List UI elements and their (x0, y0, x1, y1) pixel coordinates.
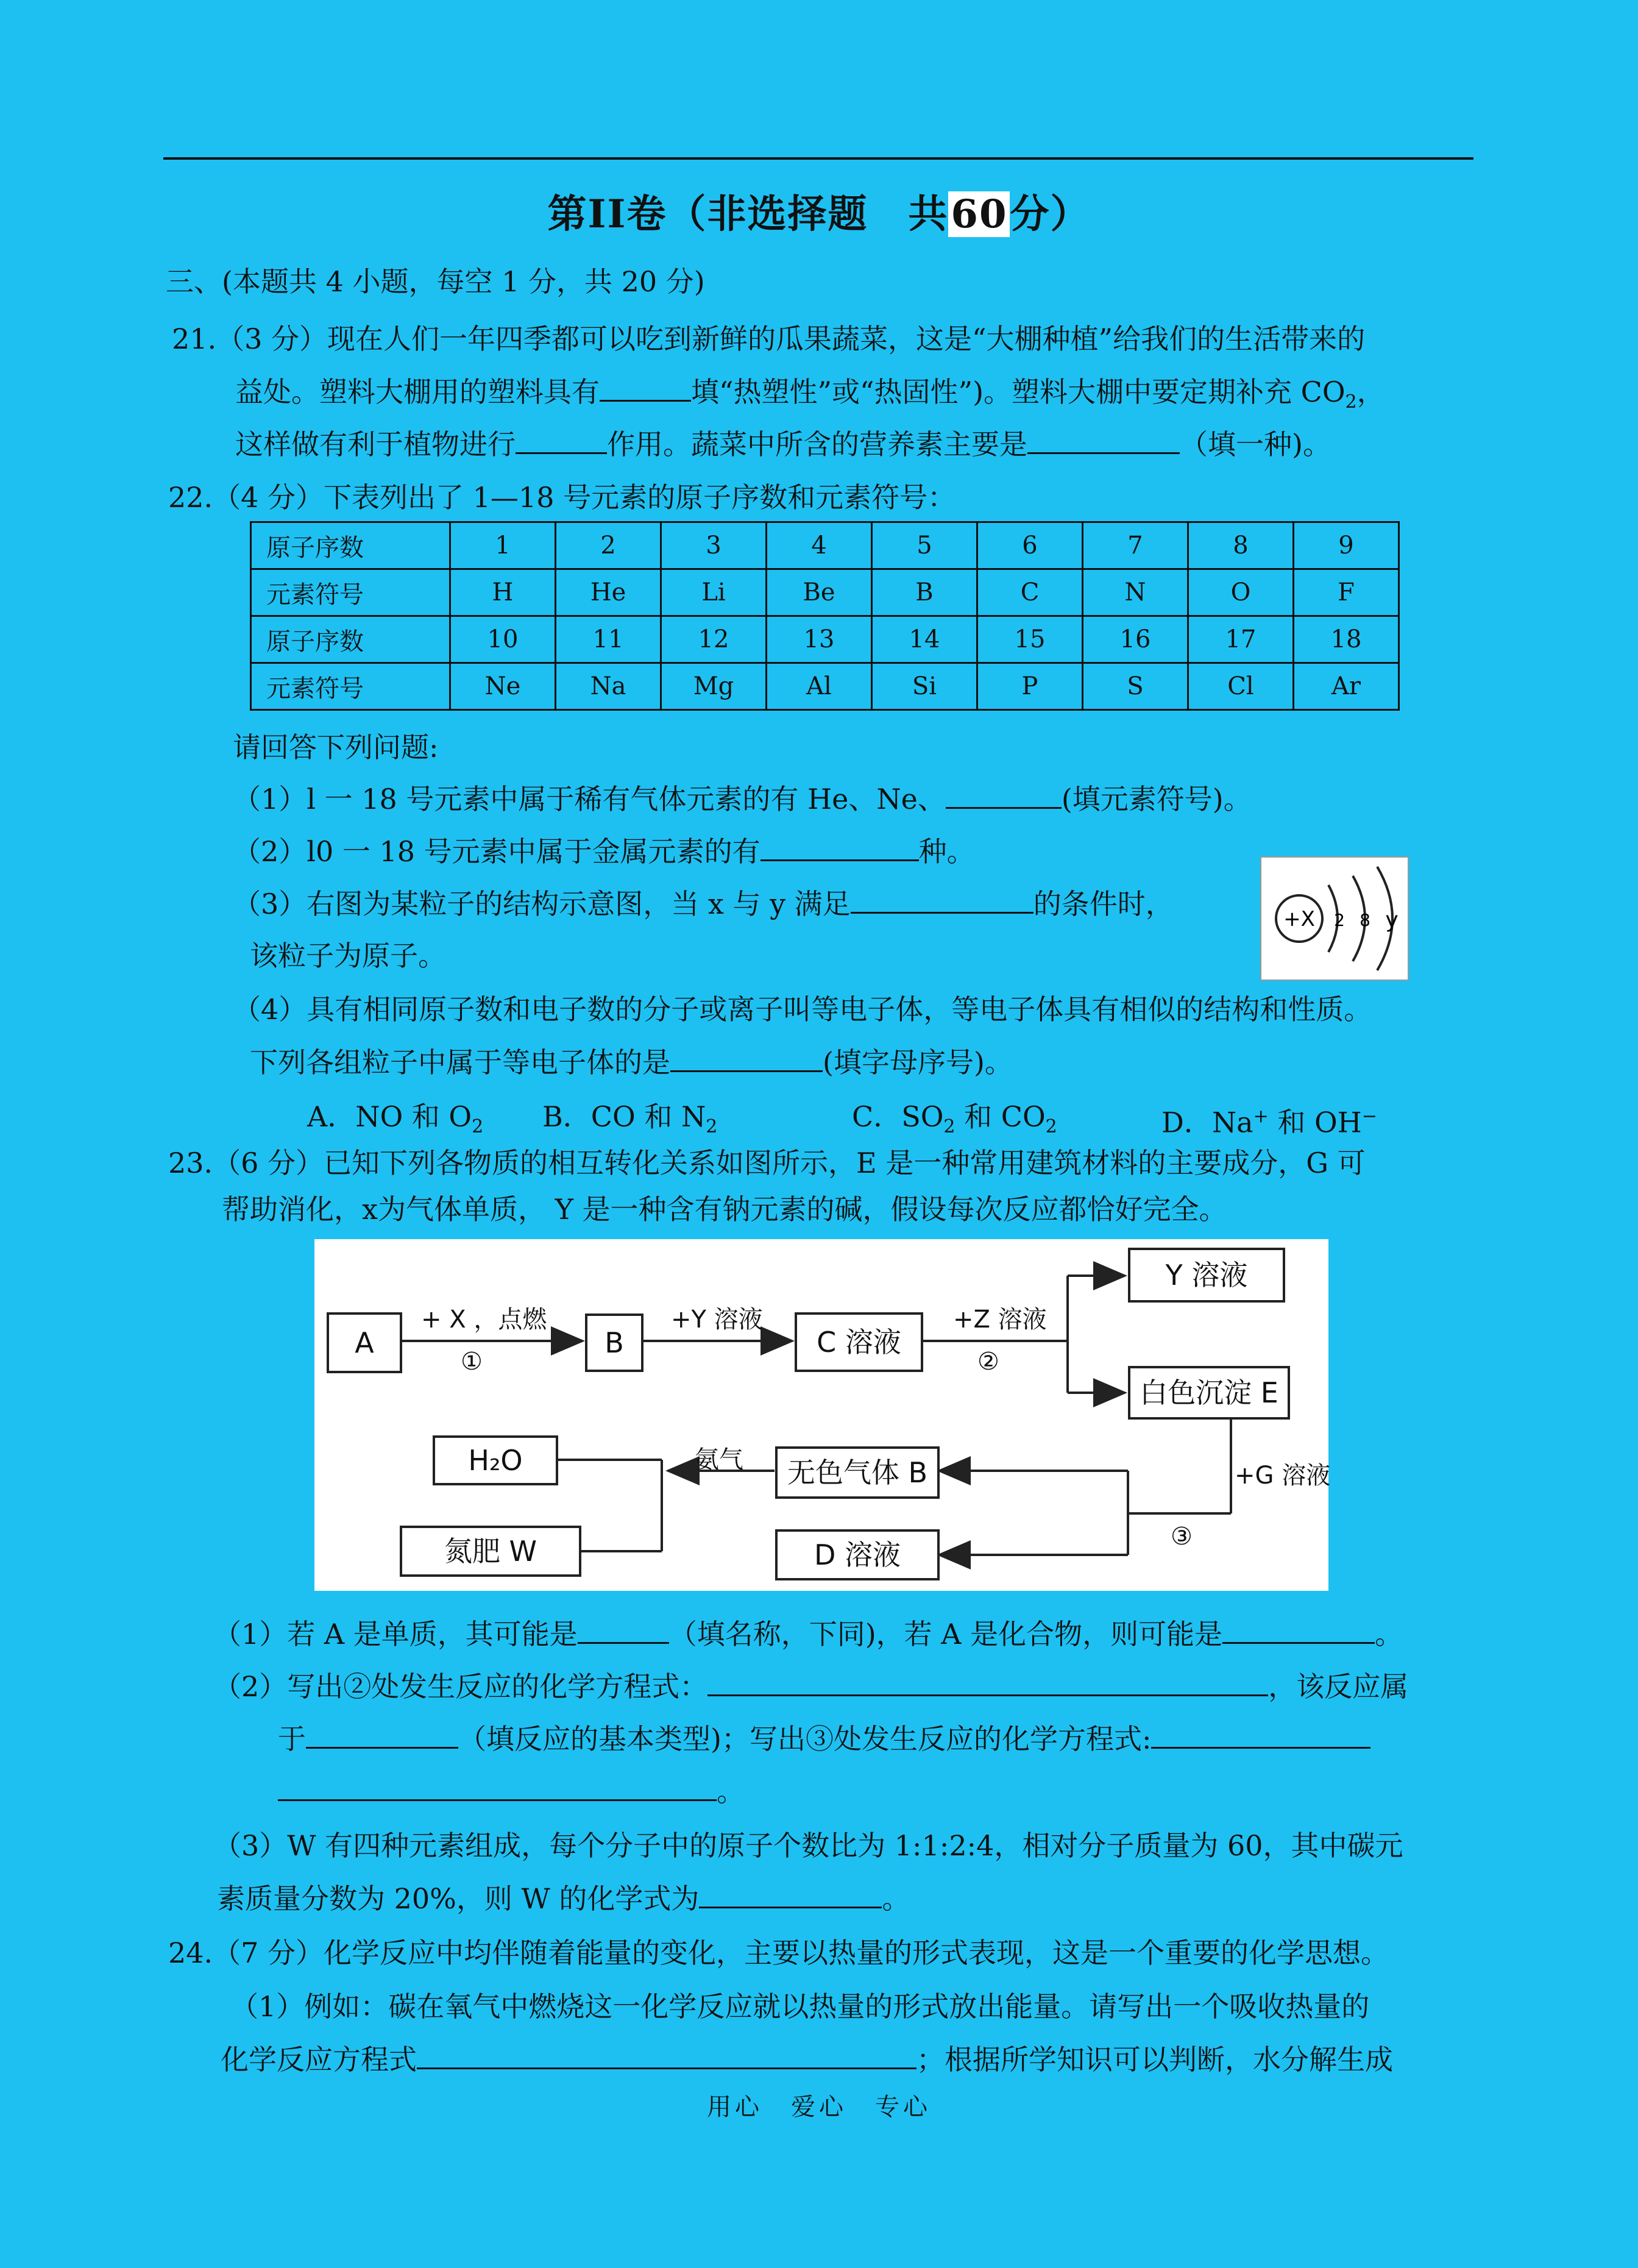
table-cell: Li (661, 569, 767, 616)
table-cell: C (977, 569, 1083, 616)
q23-p3: （3）W 有四种元素组成，每个分子中的原子个数比为 1:1:2:4，相对分子质量为 60，其中碳元 (213, 1829, 1403, 1862)
q24-text: ；根据所学知识可以判断，水分解生成 (916, 2043, 1393, 2076)
box-d-solution: D 溶液 (775, 1529, 940, 1580)
q22-intro: 22.（4 分）下表列出了 1—18 号元素的原子序数和元素符号： (168, 481, 956, 514)
table-cell: 13 (767, 616, 872, 663)
step1-marker: ① (461, 1348, 483, 1376)
row-label: 原子序数 (251, 616, 450, 663)
q22-p3-cont: 该粒子为原子。 (250, 939, 446, 972)
table-cell: N (1083, 569, 1188, 616)
table-cell: 5 (872, 522, 977, 569)
option-a[interactable] (307, 1098, 483, 1145)
option-text: B．CO 和 N (542, 1100, 706, 1133)
table-cell: 7 (1083, 522, 1188, 569)
box-gas: 无色气体 B (775, 1446, 940, 1499)
superscript: − (1361, 1106, 1377, 1127)
arrow3-label: +Z 溶液 (953, 1306, 1047, 1334)
answer-blank[interactable] (946, 780, 1062, 809)
row-label: 元素符号 (251, 569, 450, 616)
shell-electrons-1: 2 (1334, 910, 1345, 930)
q23-p3-cont (217, 1880, 910, 1917)
atom-structure-diagram (1260, 856, 1409, 981)
table-cell: 4 (767, 522, 872, 569)
step2-marker: ② (977, 1348, 999, 1376)
q22-p1 (233, 780, 1252, 817)
table-cell: 12 (661, 616, 767, 663)
answer-blank[interactable] (1151, 1720, 1370, 1749)
table-cell: 10 (450, 616, 556, 663)
q21-line3 (235, 425, 1331, 463)
box-y-solution: Y 溶液 (1128, 1248, 1285, 1303)
q24-line1: 24.（7 分）化学反应中均伴随着能量的变化，主要以热量的形式表现，这是一个重要的化学思想。 (168, 1936, 1389, 1969)
table-cell: Be (767, 569, 872, 616)
option-text: C．SO (852, 1100, 944, 1133)
q22-p2 (233, 833, 975, 870)
element-table-row (251, 616, 1399, 663)
page-footer: 用心 爱心 专心 (707, 2093, 931, 2121)
q21-text: 这样做有利于植物进行 (235, 428, 516, 461)
q21-text: 作用。蔬菜中所含的营养素主要是 (607, 428, 1027, 461)
table-cell: 17 (1188, 616, 1294, 663)
atom-diagram-svg (1261, 858, 1408, 979)
shell-electrons-3: y (1385, 908, 1399, 933)
row-label: 原子序数 (251, 522, 450, 569)
subscript: 2 (472, 1116, 484, 1138)
answer-blank[interactable] (516, 425, 607, 454)
q24-line3 (221, 2041, 1393, 2078)
q21-text: 填“热塑性”或“热固性”)。塑料大棚中要定期补充 CO (691, 375, 1346, 408)
option-b[interactable] (542, 1098, 717, 1145)
table-cell: 8 (1188, 522, 1294, 569)
q23-line2: 帮助消化，x为气体单质， Y 是一种含有钠元素的碱，假设每次反应都恰好完全。 (222, 1193, 1227, 1226)
q22-prompt: 请回答下列问题: (233, 731, 439, 764)
table-cell: 2 (556, 522, 661, 569)
q21-text: 益处。塑料大棚用的塑料具有 (235, 375, 600, 408)
q22-text: 的条件时， (1033, 887, 1174, 920)
q24-line2: （1）例如：碳在氧气中燃烧这一化学反应就以热量的形式放出能量。请写出一个吸收热量的 (230, 1990, 1370, 2023)
reaction-flow-diagram (314, 1239, 1331, 1591)
answer-blank[interactable] (578, 1615, 669, 1644)
element-table-row (251, 522, 1399, 569)
q24-text: 化学反应方程式 (221, 2043, 417, 2076)
superscript: + (1253, 1106, 1269, 1127)
option-d[interactable] (1161, 1098, 1377, 1140)
section-title-suffix: 分） (1010, 191, 1091, 237)
answer-blank[interactable] (1027, 425, 1180, 454)
q21-text: （填一种)。 (1180, 428, 1331, 461)
option-text: A．NO 和 O (307, 1100, 472, 1133)
answer-blank[interactable] (699, 1880, 882, 1908)
table-cell: 1 (450, 522, 556, 569)
q23-text: 素质量分数为 20%，则 W 的化学式为 (217, 1882, 700, 1915)
q23-text: 。 (882, 1882, 910, 1915)
nucleus-label: +X (1283, 907, 1315, 931)
ammonia-label: 氨气 (695, 1446, 743, 1474)
box-fertilizer-w: 氮肥 W (400, 1526, 581, 1577)
table-cell: 11 (556, 616, 661, 663)
subscript: 2 (706, 1116, 718, 1138)
table-cell: F (1294, 569, 1399, 616)
q22-p3 (233, 885, 1174, 922)
table-cell: B (872, 569, 977, 616)
q21-text: ， (1356, 375, 1385, 408)
table-cell: 18 (1294, 616, 1399, 663)
table-cell: 16 (1083, 616, 1188, 663)
q23-text: （填反应的基本类型)；写出③处发生反应的化学方程式: (458, 1722, 1152, 1755)
q22-text: (填元素符号)。 (1061, 783, 1252, 816)
section-title-text: 第II卷（非选择题 共 (547, 191, 949, 237)
answer-blank[interactable] (600, 373, 691, 402)
table-cell: 3 (661, 522, 767, 569)
table-cell: S (1083, 663, 1188, 710)
q23-text: ，该反应属 (1268, 1670, 1409, 1703)
table-cell: 6 (977, 522, 1083, 569)
subscript: 2 (1345, 391, 1357, 413)
shell-electrons-2: 8 (1360, 910, 1370, 930)
q23-text: （填名称，下同)，若 A 是化合物，则可能是 (668, 1618, 1223, 1651)
section-title (0, 183, 1638, 239)
table-cell: Mg (661, 663, 767, 710)
arrow-g-label: +G 溶液 (1235, 1462, 1331, 1490)
table-cell: Ar (1294, 663, 1399, 710)
arrow1-label: + X ，点燃 (421, 1306, 547, 1334)
table-cell: H (450, 569, 556, 616)
table-cell: Na (556, 663, 661, 710)
q23-text: 。 (1375, 1618, 1403, 1651)
table-cell: Al (767, 663, 872, 710)
table-cell: P (977, 663, 1083, 710)
q22-p4: （4）具有相同原子数和电子数的分子或离子叫等电子体，等电子体具有相似的结构和性质。 (233, 993, 1372, 1026)
element-table-row (251, 663, 1399, 710)
part3-header: 三、(本题共 4 小题，每空 1 分，共 20 分) (166, 265, 705, 298)
subscript: 2 (1045, 1116, 1057, 1138)
q22-text: (填字母序号)。 (823, 1046, 1013, 1079)
element-table-row (251, 569, 1399, 616)
box-b: B (585, 1314, 644, 1372)
q23-p2-cont (278, 1720, 1370, 1757)
q23-text: 于 (278, 1722, 306, 1755)
option-text: 和 CO (955, 1100, 1046, 1133)
table-cell: 15 (977, 616, 1083, 663)
q23-p2-cont2 (278, 1772, 745, 1810)
answer-blank[interactable] (851, 885, 1034, 914)
answer-blank[interactable] (670, 1043, 823, 1072)
section-title-score: 60 (948, 191, 1010, 237)
box-c-solution: C 溶液 (795, 1312, 923, 1372)
table-cell: He (556, 569, 661, 616)
q21-line2 (235, 373, 1385, 421)
option-text: D．Na (1161, 1106, 1253, 1139)
step3-marker: ③ (1171, 1523, 1193, 1551)
q22-text: （2）l0 一 18 号元素中属于金属元素的有 (233, 835, 760, 868)
box-a: A (327, 1312, 402, 1373)
option-text: 和 OH (1268, 1106, 1362, 1139)
header-rule (163, 157, 1473, 160)
answer-blank[interactable] (278, 1772, 717, 1801)
arrow2-label: +Y 溶液 (671, 1306, 763, 1334)
q22-text: 下列各组粒子中属于等电子体的是 (250, 1046, 670, 1079)
table-cell: Ne (450, 663, 556, 710)
answer-blank[interactable] (1222, 1615, 1375, 1644)
table-cell: O (1188, 569, 1294, 616)
table-cell: Si (872, 663, 977, 710)
q23-p1 (213, 1615, 1403, 1652)
table-cell: Cl (1188, 663, 1294, 710)
box-water: H₂O (433, 1435, 558, 1485)
table-cell: 9 (1294, 522, 1399, 569)
answer-blank[interactable] (417, 2041, 916, 2069)
answer-blank[interactable] (306, 1720, 458, 1749)
subscript: 2 (943, 1116, 956, 1138)
row-label: 元素符号 (251, 663, 450, 710)
q22-text: （3）右图为某粒子的结构示意图，当 x 与 y 满足 (233, 887, 851, 920)
q23-line1: 23.（6 分）已知下列各物质的相互转化关系如图所示，E 是一种常用建筑材料的主要成分，G 可 (168, 1146, 1366, 1179)
q22-text: 种。 (918, 835, 975, 868)
option-c[interactable] (852, 1098, 1057, 1145)
q23-p2 (213, 1668, 1408, 1705)
element-table (250, 521, 1400, 711)
answer-blank[interactable] (707, 1668, 1268, 1696)
q22-text: （1）l 一 18 号元素中属于稀有气体元素的有 He、Ne、 (233, 783, 946, 816)
q23-text: （1）若 A 是单质，其可能是 (213, 1618, 578, 1651)
box-e-precipitate: 白色沉淀 E (1128, 1366, 1290, 1420)
q23-text: 。 (717, 1775, 745, 1808)
q22-p4-cont (250, 1043, 1013, 1081)
table-cell: 14 (872, 616, 977, 663)
answer-blank[interactable] (760, 833, 919, 861)
q21-line1: 21.（3 分）现在人们一年四季都可以吃到新鲜的瓜果蔬菜，这是“大棚种植”给我们的生活带来的 (172, 322, 1366, 355)
q23-text: （2）写出②处发生反应的化学方程式： (213, 1670, 708, 1703)
